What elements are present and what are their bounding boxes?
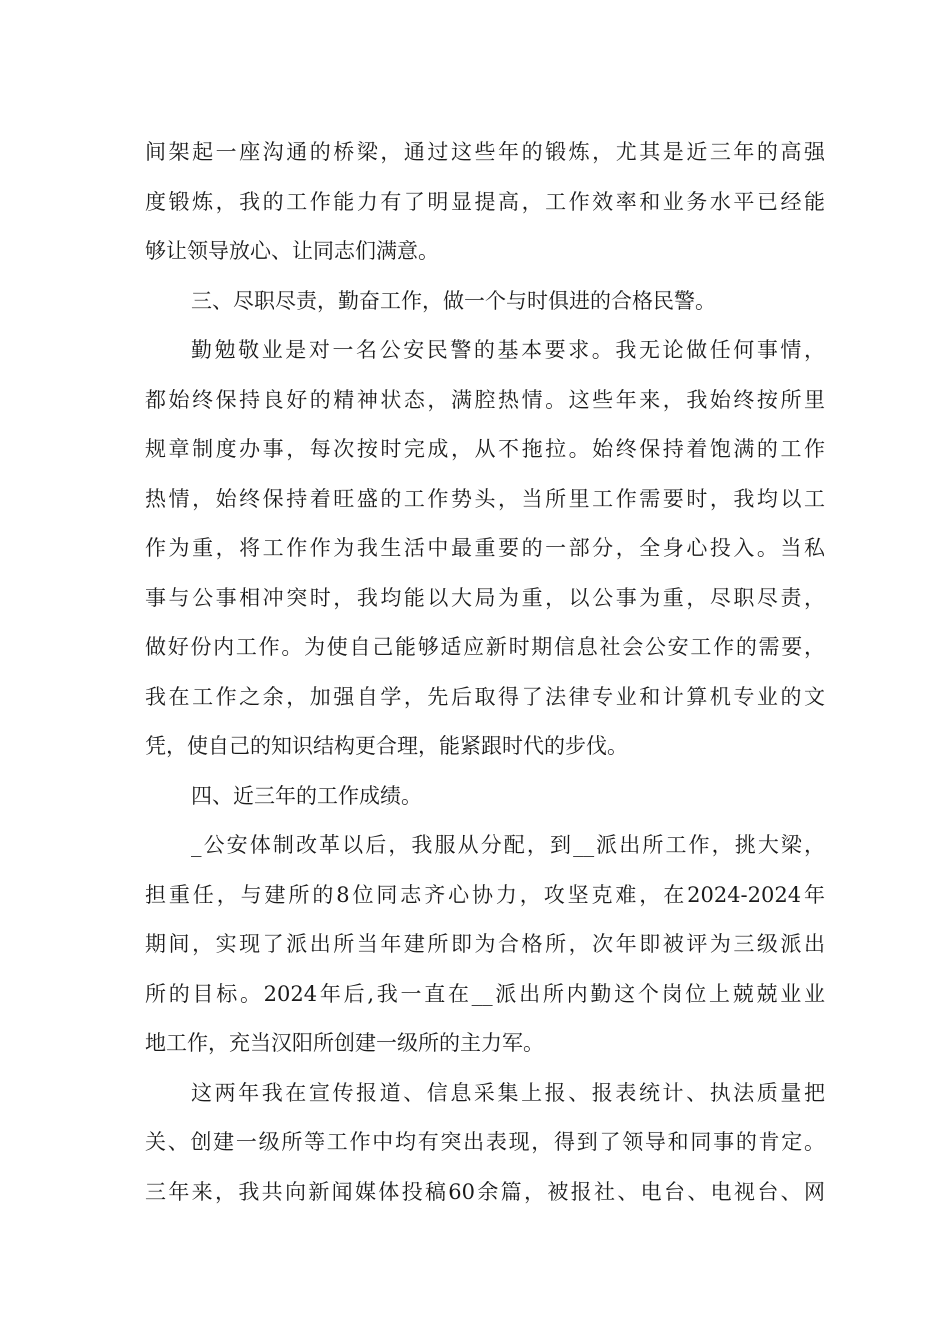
text-line: 地工作，充当汉阳所创建一级所的主力军。: [145, 1031, 544, 1055]
text-line: 这两年我在宣传报道、信息采集上报、报表统计、执法质量把: [191, 1080, 825, 1105]
text-line: 规章制度办事，每次按时完成，从不拖拉。始终保持着饱满的工作: [145, 437, 825, 461]
text-line: 期间，实现了派出所当年建所即为合格所，次年即被评为三级派出: [145, 932, 825, 956]
section-heading: 三、尽职尽责，勤奋工作，做一个与时俱进的合格民警。: [191, 288, 716, 313]
text-line: _公安体制改革以后，我服从分配，到__派出所工作，挑大梁，: [191, 833, 825, 857]
text-line: 所的目标。2024年后,我一直在__派出所内勤这个岗位上兢兢业业: [145, 981, 825, 1006]
text-line: 够让领导放心、让同志们满意。: [145, 239, 439, 263]
text-line: 间架起一座沟通的桥梁，通过这些年的锻炼，尤其是近三年的高强: [145, 140, 825, 164]
text-line: 度锻炼，我的工作能力有了明显提高，工作效率和业务水平已经能: [145, 189, 825, 214]
text-line: 做好份内工作。为使自己能够适应新时期信息社会公安工作的需要，: [145, 635, 825, 659]
text-line: 凭，使自己的知识结构更合理，能紧跟时代的步伐。: [145, 734, 628, 758]
text-line: 三年来，我共向新闻媒体投稿60余篇，被报社、电台、电视台、网: [145, 1179, 825, 1204]
text-line: 事与公事相冲突时，我均能以大局为重，以公事为重，尽职尽责，: [145, 585, 825, 610]
section-heading: 四、近三年的工作成绩。: [191, 783, 422, 808]
body-text: [145, 128, 825, 1217]
text-line: 热情，始终保持着旺盛的工作势头，当所里工作需要时，我均以工: [145, 486, 825, 511]
text-line: 担重任，与建所的8位同志齐心协力，攻坚克难，在2024-2024年: [145, 882, 825, 907]
text-line: 我在工作之余，加强自学，先后取得了法律专业和计算机专业的文: [145, 684, 825, 709]
text-line: 关、创建一级所等工作中均有突出表现，得到了领导和同事的肯定。: [145, 1130, 825, 1154]
text-line: 都始终保持良好的精神状态，满腔热情。这些年来，我始终按所里: [145, 387, 825, 412]
text-line: 作为重，将工作作为我生活中最重要的一部分，全身心投入。当私: [145, 536, 825, 560]
text-line: 勤勉敬业是对一名公安民警的基本要求。我无论做任何事情，: [191, 338, 825, 362]
